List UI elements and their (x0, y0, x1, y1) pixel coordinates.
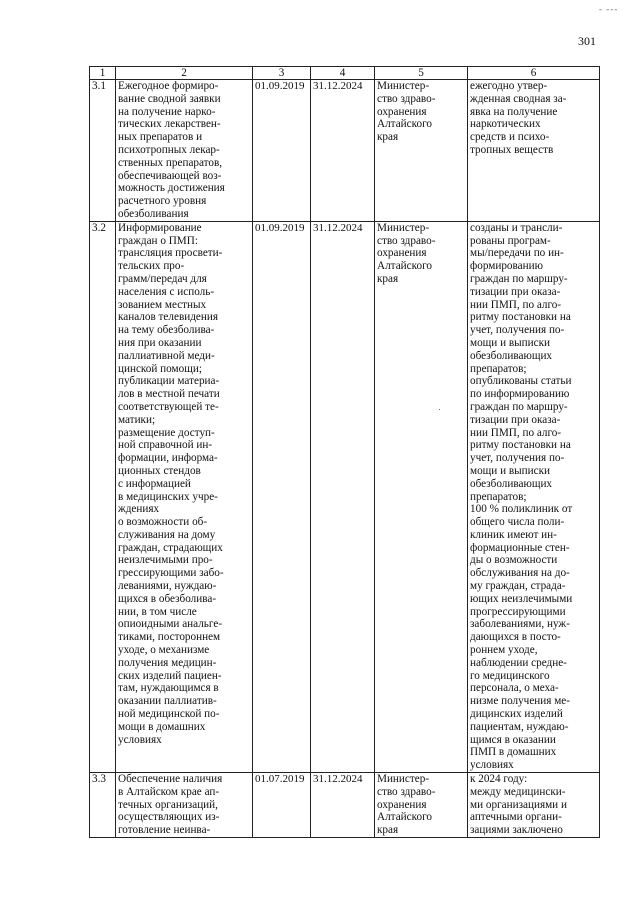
start-date-cell: 01.09.2019 (253, 221, 311, 772)
header-col-3: 3 (253, 67, 311, 80)
page-number: 301 (578, 34, 596, 48)
executor-cell: Министер- ство здраво- охранения Алтайского края (375, 221, 468, 772)
result-cell: ежегодно утвер- жденная сводная за- явка на получение наркотических средств и психо- тропных веществ (468, 80, 600, 222)
end-date-cell: 31.12.2024 (311, 773, 375, 838)
header-col-4: 4 (311, 67, 375, 80)
result-cell: созданы и трансли- рованы програм- мы/передачи по ин- формированию граждан по маршру- тизации при оказа- нии ПМП, по алго- ритму постановки на учет, получения по- мощи и выписки обезболивающих препаратов; опубликованы статьи по информированию граждан по маршру- тизации при оказа- нии ПМП, по алго- ритму постановки на учет, получения по- мощи и выписки обезболивающих препаратов; 100 % поликлиник от общего числа поли- клиник имеют ин- формационные стен- ды о возможности обслуживания на до- му граждан, страда- ющих неизлечимыми прогрессирующими заболеваниями, нуж- дающихся в посто- роннем уходе, наблюдении средне- го медицинского персонала, о меха- низме получения ме- дицинских изделий пациентам, нуждаю- щимся в оказании ПМП в домашних условиях (468, 221, 600, 772)
row-number: 3.2 (90, 221, 116, 772)
row-number: 3.1 (90, 80, 116, 222)
header-col-6: 6 (468, 67, 600, 80)
start-date-cell: 01.09.2019 (253, 80, 311, 222)
header-col-2: 2 (116, 67, 253, 80)
scan-speck (439, 409, 440, 410)
end-date-cell: 31.12.2024 (311, 80, 375, 222)
start-date-cell: 01.07.2019 (253, 773, 311, 838)
table-row (90, 80, 600, 222)
activity-cell: Информирование граждан о ПМП: трансляция просвети- тельских про- грамм/передач для населения с исполь- зованием местных каналов телевидения на тему обезболива- ния при оказании паллиативной меди- цинской помощи; публикации материа- лов в местной печати соответствующей те- матики; размещение доступ- ной справочной ин- формации, информа- ционных стендов с информацией в медицинских учре- ждениях о возможности об- служивания на дому граждан, страдающих неизлечимыми про- грессирующими забо- леваниями, нуждаю- щихся в обезболива- нии, в том числе опиоидными анальге- тиками, постороннем уходе, о механизме получения медицин- ских изделий пациен- там, нуждающимся в оказании паллиатив- ной медицинской по- мощи в домашних условиях (116, 221, 253, 772)
executor-cell: Министер- ство здраво- охранения Алтайского края (375, 773, 468, 838)
activity-cell: Обеспечение наличия в Алтайском крае ап- течных организаций, осуществляющих из- готовление неинва- (116, 773, 253, 838)
activity-cell: Ежегодное формиро- вание сводной заявки на получение нарко- тических лекарствен- ных препаратов и психотропных лекар- ственных препаратов, обеспечивающей воз- можность достижения расчетного уровня обезболивания (116, 80, 253, 222)
corner-mark: - --- (599, 4, 619, 14)
header-col-5: 5 (375, 67, 468, 80)
header-col-1: 1 (90, 67, 116, 80)
row-number: 3.3 (90, 773, 116, 838)
measures-table (89, 66, 600, 838)
table-row (90, 221, 600, 772)
executor-cell: Министер- ство здраво- охранения Алтайского края (375, 80, 468, 222)
header-row (90, 67, 600, 80)
table-row (90, 773, 600, 838)
result-cell: к 2024 году: между медицински- ми организациями и аптечными органи- зациями заключено (468, 773, 600, 838)
end-date-cell: 31.12.2024 (311, 221, 375, 772)
